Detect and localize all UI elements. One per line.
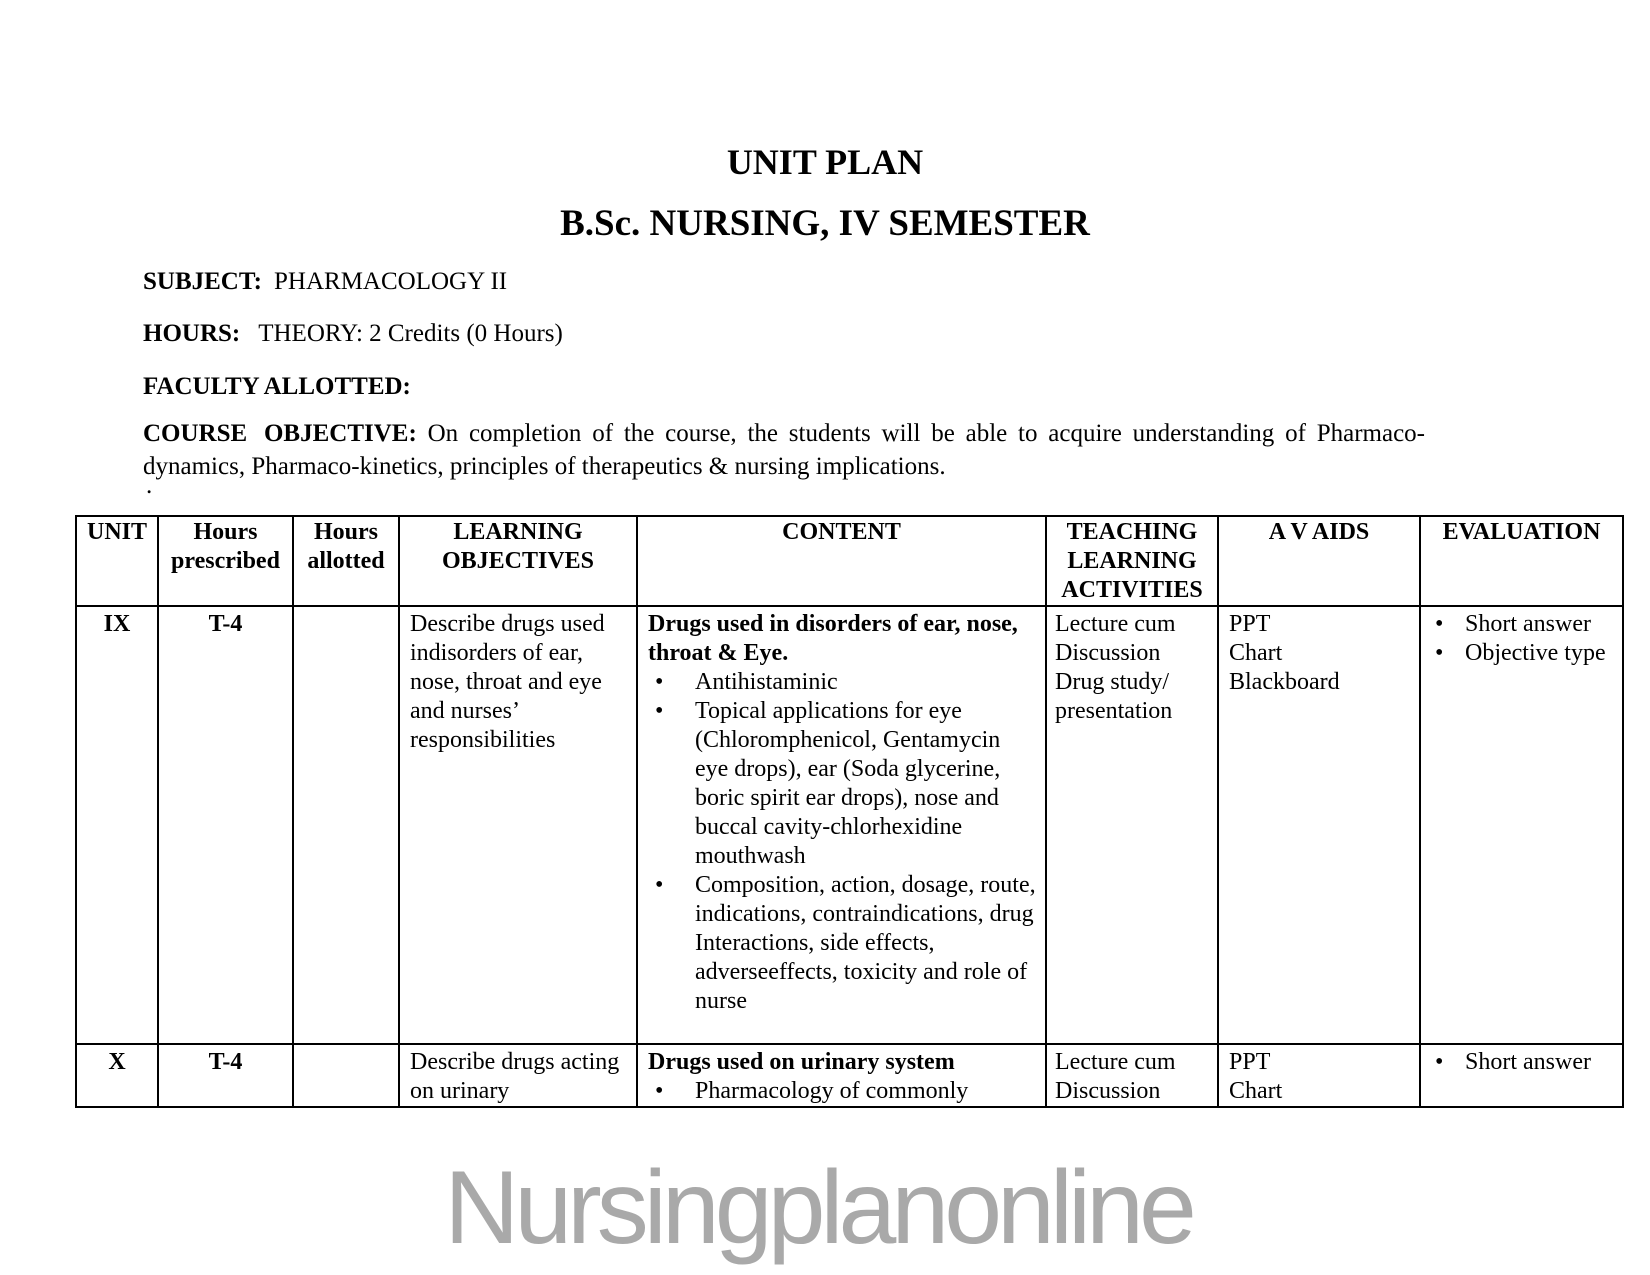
content-cell bbox=[637, 606, 1046, 1044]
unit-cell bbox=[76, 1044, 158, 1107]
col-header-learning-objectives: LEARNING OBJECTIVES bbox=[399, 516, 637, 606]
page-subtitle: B.Sc. NURSING, IV SEMESTER bbox=[560, 203, 1090, 244]
content-heading: Drugs used in disorders of ear, nose, throat & Eye. bbox=[648, 611, 1018, 666]
col-header-unit: UNIT bbox=[76, 516, 158, 606]
teaching-line: Lecture cum bbox=[1055, 1049, 1176, 1075]
col-header-hours-prescribed: Hours prescribed bbox=[158, 516, 293, 606]
evaluation-cell bbox=[1420, 606, 1623, 1044]
av-aid-line: PPT bbox=[1229, 1049, 1271, 1075]
av-aid-line: Chart bbox=[1229, 1078, 1283, 1104]
subject-line bbox=[143, 268, 507, 296]
evaluation-bullet-text: Short answer bbox=[1465, 611, 1591, 637]
teaching-line: Drug study/ bbox=[1055, 669, 1169, 695]
learning-objectives-cell bbox=[399, 1044, 637, 1107]
course-objective-paragraph bbox=[143, 417, 1425, 483]
unit-plan-table bbox=[75, 515, 1624, 1108]
content-bullet-item bbox=[648, 697, 1037, 871]
av-aid-line: Blackboard bbox=[1229, 669, 1340, 695]
watermark-text: Nursingplanonline bbox=[444, 1150, 1192, 1266]
hours-label: HOURS: bbox=[143, 320, 241, 347]
content-bullet-item bbox=[648, 1077, 1037, 1106]
table-row bbox=[76, 1044, 1623, 1107]
col-header-hours-allotted: Hours allotted bbox=[293, 516, 399, 606]
course-objective-label: COURSE OBJECTIVE: bbox=[143, 420, 417, 447]
evaluation-bullet-item bbox=[1421, 1048, 1622, 1077]
bullet-icon: • bbox=[1435, 640, 1444, 666]
unit-plan-table-wrapper bbox=[75, 515, 1624, 1108]
content-bullet-item bbox=[648, 668, 1037, 697]
evaluation-bullet-item bbox=[1421, 639, 1622, 668]
content-bullet-item bbox=[648, 871, 1037, 1016]
col-header-evaluation: EVALUATION bbox=[1420, 516, 1623, 606]
teaching-activities-cell bbox=[1046, 1044, 1218, 1107]
subject-label: SUBJECT: bbox=[143, 268, 263, 295]
bullet-icon: • bbox=[655, 698, 664, 724]
table-row bbox=[76, 606, 1623, 1044]
course-objective-text: On completion of the course, the students will be able to acquire understanding of Pharmaco-dynamics, Pharmaco-kinetics, principles of therapeutics & nursing implications. bbox=[143, 420, 1426, 480]
evaluation-bullet-text: Short answer bbox=[1465, 1049, 1591, 1075]
teaching-line: Discussion bbox=[1055, 1078, 1161, 1104]
teaching-activities-cell bbox=[1046, 606, 1218, 1044]
av-aids-cell bbox=[1218, 1044, 1420, 1107]
content-bullet-text: Pharmacology of commonly bbox=[695, 1078, 969, 1104]
unit-value: X bbox=[108, 1049, 126, 1075]
teaching-line: presentation bbox=[1055, 698, 1173, 724]
bullet-icon: • bbox=[1435, 611, 1444, 637]
content-heading: Drugs used on urinary system bbox=[648, 1049, 955, 1075]
hours-prescribed-value: T-4 bbox=[208, 611, 243, 637]
av-aids-cell bbox=[1218, 606, 1420, 1044]
hours-prescribed-cell bbox=[158, 606, 293, 1044]
content-bullet-text: Antihistaminic bbox=[695, 669, 838, 695]
bullet-icon: • bbox=[1435, 1049, 1444, 1075]
unit-cell bbox=[76, 606, 158, 1044]
learning-objectives-text: Describe drugs acting on urinary bbox=[410, 1049, 620, 1104]
hours-value: THEORY: 2 Credits (0 Hours) bbox=[258, 320, 563, 347]
evaluation-bullet-item bbox=[1421, 610, 1622, 639]
col-header-content: CONTENT bbox=[637, 516, 1046, 606]
bullet-icon: • bbox=[655, 872, 664, 898]
faculty-label: FACULTY ALLOTTED: bbox=[143, 373, 411, 400]
subject-value: PHARMACOLOGY II bbox=[274, 268, 508, 295]
bullet-icon: • bbox=[655, 1078, 664, 1104]
av-aid-line: PPT bbox=[1229, 611, 1271, 637]
learning-objectives-cell bbox=[399, 606, 637, 1044]
hours-allotted-cell bbox=[293, 606, 399, 1044]
col-header-teaching-learning-activities: TEACHING LEARNING ACTIVITIES bbox=[1046, 516, 1218, 606]
hours-allotted-cell bbox=[293, 1044, 399, 1107]
hours-line bbox=[143, 320, 563, 348]
av-aid-line: Chart bbox=[1229, 640, 1283, 666]
hours-prescribed-cell bbox=[158, 1044, 293, 1107]
bullet-icon: • bbox=[655, 669, 664, 695]
faculty-line bbox=[143, 373, 423, 401]
page-title: UNIT PLAN bbox=[726, 142, 924, 182]
content-cell bbox=[637, 1044, 1046, 1107]
content-bullet-text: Topical applications for eye (Chloromphenicol, Gentamycin eye drops), ear (Soda glycerine, boric spirit ear drops), nose and buccal cavity-chlorhexidine mouthwash bbox=[695, 698, 1001, 869]
teaching-line: Discussion bbox=[1055, 640, 1161, 666]
evaluation-bullet-text: Objective type bbox=[1465, 640, 1606, 666]
stray-period: . bbox=[146, 472, 153, 499]
hours-prescribed-value: T-4 bbox=[208, 1049, 243, 1075]
table-header-row bbox=[76, 516, 1623, 606]
col-header-av-aids: A V AIDS bbox=[1218, 516, 1420, 606]
teaching-line: Lecture cum bbox=[1055, 611, 1176, 637]
unit-value: IX bbox=[103, 611, 131, 637]
learning-objectives-text: Describe drugs used indisorders of ear, nose, throat and eye and nurses’ responsibilities bbox=[410, 611, 605, 753]
evaluation-cell bbox=[1420, 1044, 1623, 1107]
content-bullet-text: Composition, action, dosage, route, indications, contraindications, drug Interactions, side effects, adverseeffects, toxicity and role of nurse bbox=[695, 872, 1036, 1014]
